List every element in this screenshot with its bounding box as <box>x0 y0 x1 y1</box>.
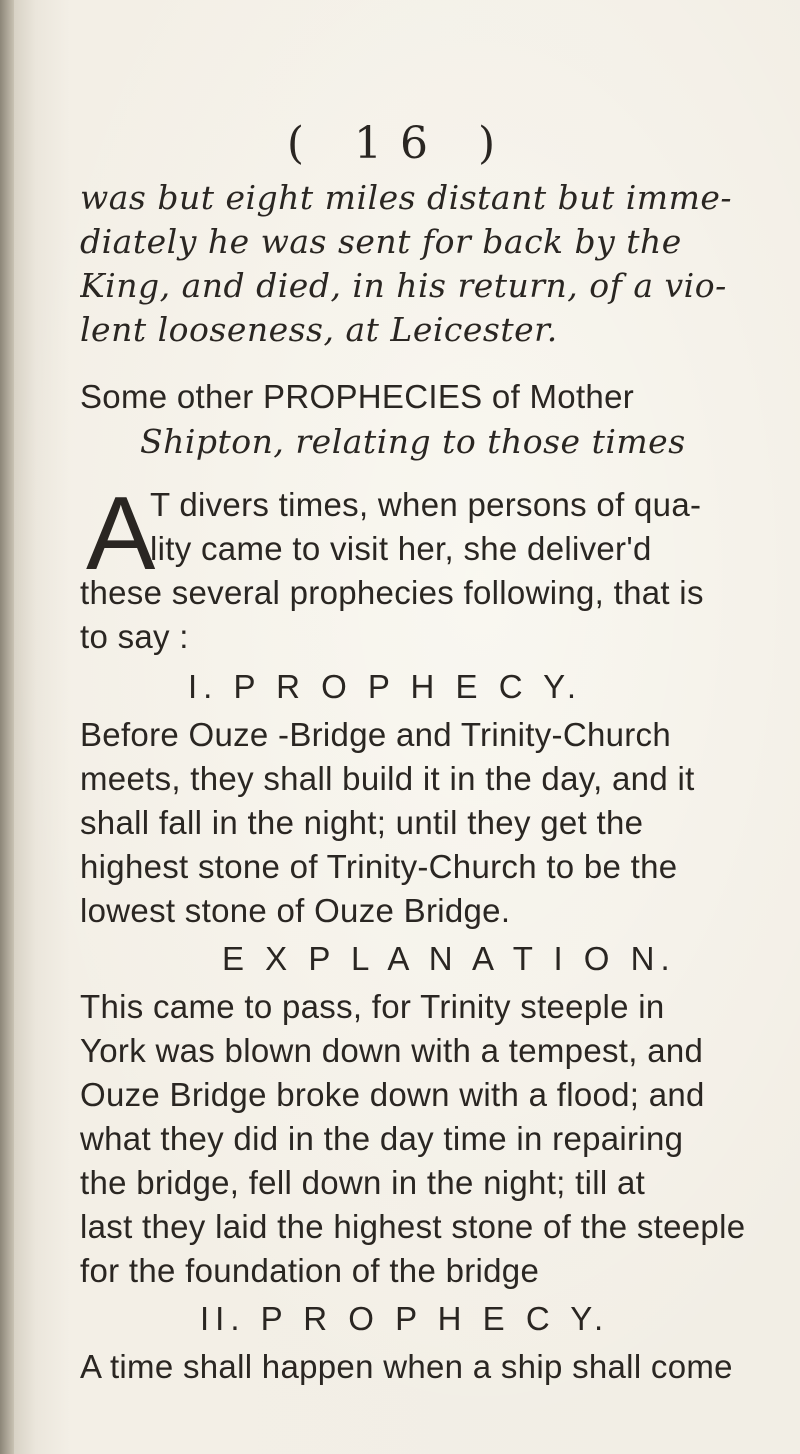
explanation-line-7: for the foundation of the bridge <box>80 1252 540 1289</box>
drop-cap-letter: A <box>86 476 156 592</box>
prophecy-1-line-2: meets, they shall build it in the day, and it <box>80 760 695 797</box>
intro-line-3: these several prophecies following, that is <box>80 574 704 611</box>
prophecy-1-line-5: lowest stone of Ouze Bridge. <box>80 892 511 929</box>
prophecy-2-line-1: A time shall happen when a ship shall come <box>80 1348 733 1385</box>
page-binding-shadow <box>0 0 14 1454</box>
prophecy-1-line-1: Before Ouze -Bridge and Trinity-Church <box>80 716 671 753</box>
intro-line-1: T divers times, when persons of qua- <box>150 486 702 523</box>
prophecy-1-heading: I. P R O P H E C Y. <box>188 668 583 705</box>
continuation-line-3: King, and died, in his return, of a vio- <box>80 266 727 305</box>
explanation-line-5: the bridge, fell down in the night; till at <box>80 1164 646 1201</box>
section-heading-line-1: Some other PROPHECIES of Mother <box>80 378 635 415</box>
prophecy-1-line-3: shall fall in the night; until they get the <box>80 804 644 841</box>
explanation-line-2: York was blown down with a tempest, and <box>80 1032 704 1069</box>
continuation-line-1: was but eight miles distant but imme- <box>80 178 733 217</box>
intro-line-4: to say : <box>80 618 189 655</box>
explanation-heading: E X P L A N A T I O N. <box>222 940 676 977</box>
prophecy-2-heading: II. P R O P H E C Y. <box>200 1300 610 1337</box>
continuation-line-2: diately he was sent for back by the <box>80 222 682 261</box>
explanation-line-6: last they laid the highest stone of the steeple <box>80 1208 746 1245</box>
prophecy-1-line-4: highest stone of Trinity-Church to be the <box>80 848 678 885</box>
section-heading-line-2: Shipton, relating to those times <box>140 422 686 461</box>
intro-line-2: lity came to visit her, she deliver'd <box>150 530 652 567</box>
explanation-line-1: This came to pass, for Trinity steeple in <box>80 988 665 1025</box>
explanation-line-4: what they did in the day time in repairing <box>80 1120 684 1157</box>
page-number: ( 16 ) <box>286 118 514 169</box>
continuation-line-4: lent looseness, at Leicester. <box>80 310 558 349</box>
explanation-line-3: Ouze Bridge broke down with a flood; and <box>80 1076 705 1113</box>
